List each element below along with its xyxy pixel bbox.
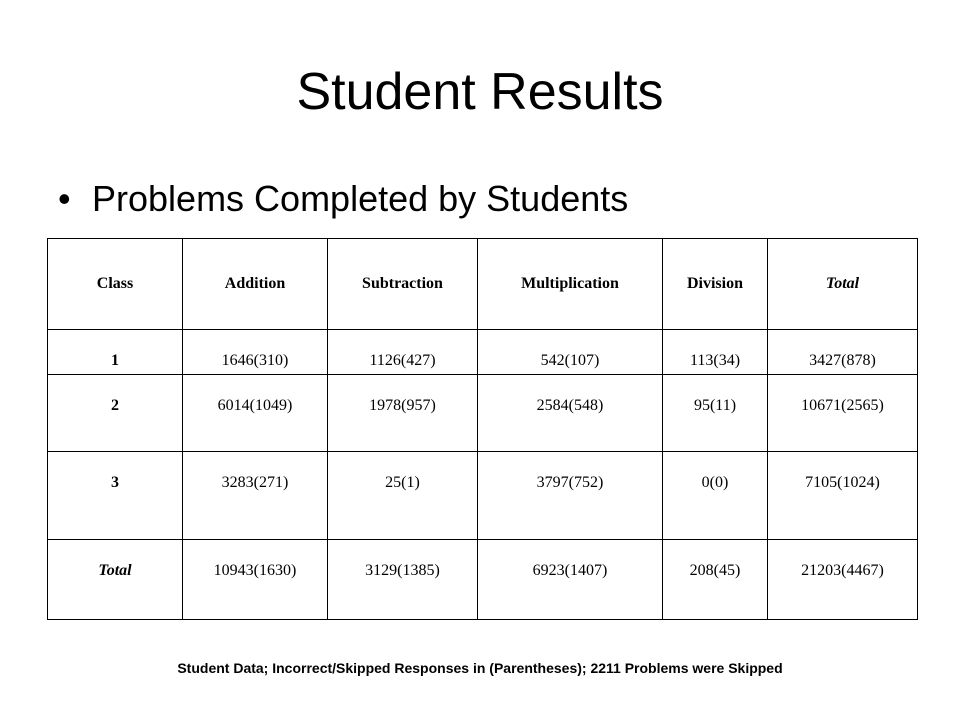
class-cell: Total [48, 540, 183, 620]
table-row [48, 375, 918, 452]
division-cell: 113(34) [663, 330, 768, 375]
multiplication-cell: 3797(752) [478, 452, 663, 540]
class-cell: 1 [48, 330, 183, 375]
addition-cell: 10943(1630) [183, 540, 328, 620]
header-class: Class [48, 239, 183, 330]
table-row [48, 330, 918, 375]
total-cell: 7105(1024) [768, 452, 918, 540]
division-cell: 0(0) [663, 452, 768, 540]
results-table [47, 238, 918, 620]
total-cell: 10671(2565) [768, 375, 918, 452]
total-cell: 3427(878) [768, 330, 918, 375]
addition-cell: 1646(310) [183, 330, 328, 375]
subtraction-cell: 1978(957) [328, 375, 478, 452]
header-row [48, 239, 918, 330]
header-division: Division [663, 239, 768, 330]
division-cell: 95(11) [663, 375, 768, 452]
class-cell: 3 [48, 452, 183, 540]
total-cell: 21203(4467) [768, 540, 918, 620]
subtraction-cell: 3129(1385) [328, 540, 478, 620]
division-cell: 208(45) [663, 540, 768, 620]
table-caption: Student Data; Incorrect/Skipped Responses in (Parentheses); 2211 Problems were Skipped [177, 660, 783, 676]
header-total: Total [768, 239, 918, 330]
multiplication-cell: 542(107) [478, 330, 663, 375]
class-cell: 2 [48, 375, 183, 452]
multiplication-cell: 2584(548) [478, 375, 663, 452]
slide-title: Student Results [296, 63, 664, 121]
bullet-text: Problems Completed by Students [92, 178, 629, 219]
header-subtraction: Subtraction [328, 239, 478, 330]
addition-cell: 3283(271) [183, 452, 328, 540]
multiplication-cell: 6923(1407) [478, 540, 663, 620]
bullet-item [58, 171, 628, 227]
subtraction-cell: 25(1) [328, 452, 478, 540]
addition-cell: 6014(1049) [183, 375, 328, 452]
header-multiplication: Multiplication [478, 239, 663, 330]
header-addition: Addition [183, 239, 328, 330]
bullet-dot-icon: • [58, 178, 71, 219]
subtraction-cell: 1126(427) [328, 330, 478, 375]
table-row [48, 452, 918, 540]
table-row [48, 540, 918, 620]
